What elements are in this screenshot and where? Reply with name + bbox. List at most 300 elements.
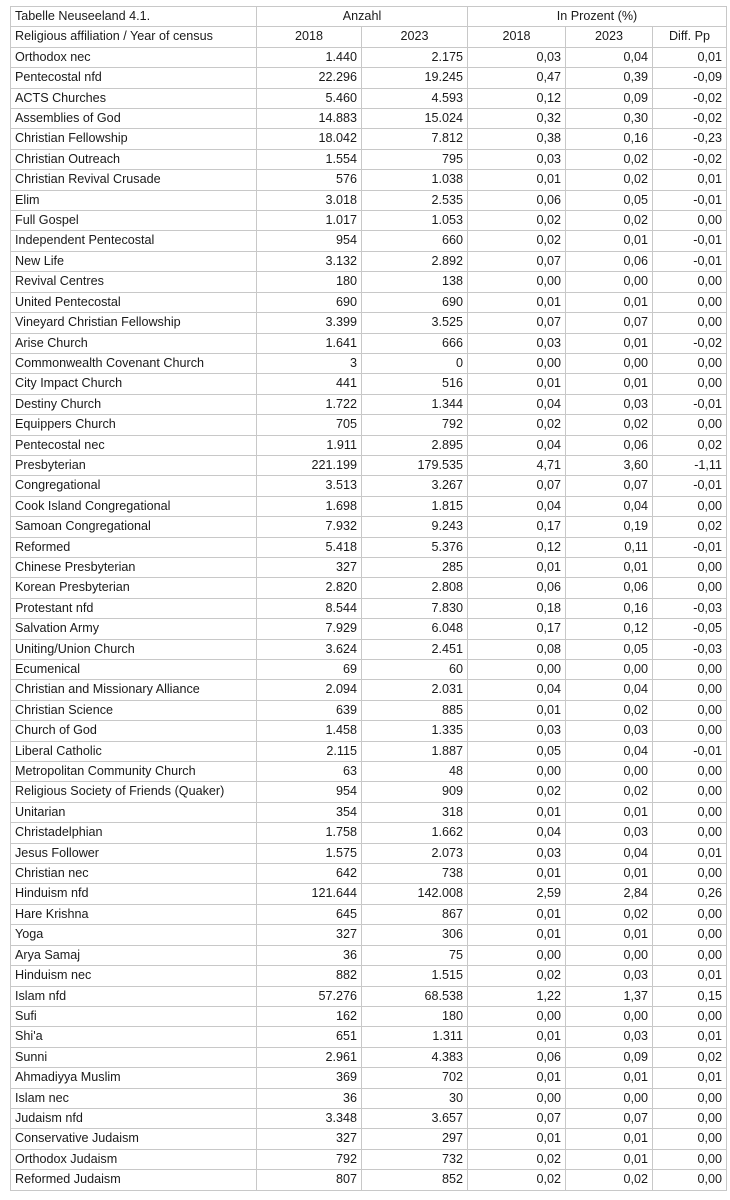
- count-2018-cell: 651: [257, 1027, 362, 1047]
- percent-2018-cell: 0,17: [468, 517, 566, 537]
- percent-2023-cell: 0,04: [566, 843, 653, 863]
- percent-2023-cell: 0,16: [566, 129, 653, 149]
- data-table-container: [10, 6, 727, 1191]
- percent-2023-cell: 0,04: [566, 680, 653, 700]
- percent-2018-cell: 0,07: [468, 251, 566, 271]
- count-2018-cell: 121.644: [257, 884, 362, 904]
- count-2018-cell: 5.460: [257, 88, 362, 108]
- percent-2018-cell: 0,02: [468, 231, 566, 251]
- diff-cell: 0,01: [653, 47, 727, 67]
- count-2023-cell: 702: [362, 1068, 468, 1088]
- count-2018-cell: 221.199: [257, 455, 362, 475]
- diff-cell: -0,02: [653, 109, 727, 129]
- count-2023-cell: 75: [362, 945, 468, 965]
- table-row: [11, 557, 727, 577]
- col-header-count-2023: 2023: [362, 27, 468, 47]
- count-2018-cell: 1.722: [257, 394, 362, 414]
- count-2023-cell: 1.038: [362, 170, 468, 190]
- diff-cell: 0,00: [653, 1129, 727, 1149]
- count-2023-cell: 285: [362, 557, 468, 577]
- count-2023-cell: 138: [362, 272, 468, 292]
- count-2018-cell: 2.094: [257, 680, 362, 700]
- diff-cell: 0,00: [653, 660, 727, 680]
- count-2018-cell: 3.624: [257, 639, 362, 659]
- percent-2023-cell: 0,01: [566, 1129, 653, 1149]
- diff-cell: 0,00: [653, 1170, 727, 1190]
- affiliation-cell: Ecumenical: [11, 660, 257, 680]
- affiliation-cell: Metropolitan Community Church: [11, 762, 257, 782]
- percent-2018-cell: 0,01: [468, 864, 566, 884]
- percent-2018-cell: 0,01: [468, 925, 566, 945]
- count-2018-cell: 690: [257, 292, 362, 312]
- percent-2023-cell: 0,03: [566, 721, 653, 741]
- table-row: [11, 700, 727, 720]
- percent-2023-cell: 0,00: [566, 272, 653, 292]
- count-2023-cell: 516: [362, 374, 468, 394]
- affiliation-cell: Korean Presbyterian: [11, 578, 257, 598]
- affiliation-cell: Liberal Catholic: [11, 741, 257, 761]
- diff-cell: 0,00: [653, 353, 727, 373]
- percent-2018-cell: 0,01: [468, 700, 566, 720]
- affiliation-cell: Christian Science: [11, 700, 257, 720]
- count-2023-cell: 1.815: [362, 496, 468, 516]
- count-2023-cell: 738: [362, 864, 468, 884]
- affiliation-cell: Sunni: [11, 1047, 257, 1067]
- count-2023-cell: 792: [362, 415, 468, 435]
- diff-cell: 0,00: [653, 823, 727, 843]
- affiliation-cell: City Impact Church: [11, 374, 257, 394]
- affiliation-cell: Ahmadiyya Muslim: [11, 1068, 257, 1088]
- percent-2023-cell: 0,03: [566, 1027, 653, 1047]
- percent-2023-cell: 0,03: [566, 394, 653, 414]
- diff-cell: 0,01: [653, 843, 727, 863]
- count-2023-cell: 1.053: [362, 211, 468, 231]
- count-2018-cell: 1.554: [257, 149, 362, 169]
- diff-cell: 0,00: [653, 496, 727, 516]
- diff-cell: 0,00: [653, 374, 727, 394]
- diff-cell: 0,02: [653, 435, 727, 455]
- percent-2018-cell: 0,00: [468, 353, 566, 373]
- affiliation-cell: Shi'a: [11, 1027, 257, 1047]
- count-2018-cell: 792: [257, 1149, 362, 1169]
- diff-cell: -0,23: [653, 129, 727, 149]
- percent-2018-cell: 0,03: [468, 47, 566, 67]
- table-row: [11, 680, 727, 700]
- table-row: [11, 170, 727, 190]
- diff-cell: -1,11: [653, 455, 727, 475]
- affiliation-cell: Arya Samaj: [11, 945, 257, 965]
- percent-2018-cell: 0,00: [468, 762, 566, 782]
- affiliation-cell: Hinduism nec: [11, 966, 257, 986]
- affiliation-cell: Islam nec: [11, 1088, 257, 1108]
- percent-2018-cell: 0,00: [468, 1088, 566, 1108]
- count-2023-cell: 732: [362, 1149, 468, 1169]
- group-header-percent: In Prozent (%): [468, 7, 727, 27]
- affiliation-cell: Congregational: [11, 476, 257, 496]
- count-2023-cell: 306: [362, 925, 468, 945]
- percent-2023-cell: 0,01: [566, 802, 653, 822]
- percent-2023-cell: 0,00: [566, 660, 653, 680]
- percent-2023-cell: 0,07: [566, 476, 653, 496]
- percent-2023-cell: 0,07: [566, 313, 653, 333]
- count-2018-cell: 705: [257, 415, 362, 435]
- count-2023-cell: 2.451: [362, 639, 468, 659]
- affiliation-cell: Commonwealth Covenant Church: [11, 353, 257, 373]
- count-2018-cell: 18.042: [257, 129, 362, 149]
- count-2018-cell: 576: [257, 170, 362, 190]
- count-2018-cell: 3.399: [257, 313, 362, 333]
- table-row: [11, 394, 727, 414]
- table-row: [11, 190, 727, 210]
- table-row: [11, 1068, 727, 1088]
- affiliation-cell: Destiny Church: [11, 394, 257, 414]
- table-row: [11, 986, 727, 1006]
- percent-2023-cell: 0,30: [566, 109, 653, 129]
- count-2018-cell: 2.820: [257, 578, 362, 598]
- percent-2018-cell: 0,01: [468, 170, 566, 190]
- percent-2018-cell: 0,04: [468, 496, 566, 516]
- percent-2023-cell: 0,02: [566, 170, 653, 190]
- count-2023-cell: 1.311: [362, 1027, 468, 1047]
- percent-2018-cell: 0,00: [468, 945, 566, 965]
- diff-cell: 0,00: [653, 782, 727, 802]
- diff-cell: 0,00: [653, 945, 727, 965]
- count-2018-cell: 2.115: [257, 741, 362, 761]
- count-2023-cell: 660: [362, 231, 468, 251]
- count-2023-cell: 60: [362, 660, 468, 680]
- table-row: [11, 211, 727, 231]
- count-2023-cell: 4.593: [362, 88, 468, 108]
- count-2023-cell: 690: [362, 292, 468, 312]
- table-row: [11, 374, 727, 394]
- percent-2023-cell: 0,04: [566, 47, 653, 67]
- diff-cell: 0,00: [653, 1149, 727, 1169]
- diff-cell: 0,15: [653, 986, 727, 1006]
- count-2023-cell: 180: [362, 1006, 468, 1026]
- percent-2018-cell: 0,03: [468, 333, 566, 353]
- percent-2023-cell: 0,06: [566, 578, 653, 598]
- col-header-percent-2023: 2023: [566, 27, 653, 47]
- affiliation-cell: Protestant nfd: [11, 598, 257, 618]
- count-2018-cell: 1.017: [257, 211, 362, 231]
- table-row: [11, 1129, 727, 1149]
- percent-2018-cell: 0,12: [468, 88, 566, 108]
- diff-cell: 0,00: [653, 211, 727, 231]
- count-2018-cell: 180: [257, 272, 362, 292]
- percent-2018-cell: 0,03: [468, 721, 566, 741]
- diff-cell: -0,01: [653, 394, 727, 414]
- affiliation-cell: Vineyard Christian Fellowship: [11, 313, 257, 333]
- count-2018-cell: 3.132: [257, 251, 362, 271]
- affiliation-cell: Reformed Judaism: [11, 1170, 257, 1190]
- count-2018-cell: 36: [257, 945, 362, 965]
- percent-2023-cell: 0,01: [566, 231, 653, 251]
- percent-2023-cell: 0,01: [566, 864, 653, 884]
- count-2018-cell: 1.758: [257, 823, 362, 843]
- count-2023-cell: 2.175: [362, 47, 468, 67]
- diff-cell: 0,02: [653, 517, 727, 537]
- diff-cell: 0,00: [653, 802, 727, 822]
- percent-2023-cell: 0,00: [566, 1088, 653, 1108]
- table-row: [11, 1027, 727, 1047]
- table-row: [11, 619, 727, 639]
- percent-2023-cell: 1,37: [566, 986, 653, 1006]
- affiliation-cell: Presbyterian: [11, 455, 257, 475]
- percent-2018-cell: 0,06: [468, 190, 566, 210]
- count-2018-cell: 807: [257, 1170, 362, 1190]
- affiliation-cell: Yoga: [11, 925, 257, 945]
- diff-cell: -0,02: [653, 149, 727, 169]
- percent-2018-cell: 0,07: [468, 1108, 566, 1128]
- count-2018-cell: 369: [257, 1068, 362, 1088]
- affiliation-cell: Hinduism nfd: [11, 884, 257, 904]
- table-row: [11, 435, 727, 455]
- diff-cell: 0,00: [653, 700, 727, 720]
- count-2023-cell: 4.383: [362, 1047, 468, 1067]
- percent-2023-cell: 0,12: [566, 619, 653, 639]
- col-header-diff: Diff. Pp: [653, 27, 727, 47]
- affiliation-cell: Salvation Army: [11, 619, 257, 639]
- affiliation-cell: Conservative Judaism: [11, 1129, 257, 1149]
- diff-cell: -0,03: [653, 598, 727, 618]
- count-2023-cell: 3.657: [362, 1108, 468, 1128]
- table-row: [11, 660, 727, 680]
- count-2023-cell: 6.048: [362, 619, 468, 639]
- diff-cell: 0,00: [653, 557, 727, 577]
- affiliation-cell: Pentecostal nfd: [11, 68, 257, 88]
- table-row: [11, 231, 727, 251]
- count-2023-cell: 1.662: [362, 823, 468, 843]
- table-row: [11, 88, 727, 108]
- religion-table: [10, 6, 727, 1191]
- diff-cell: -0,01: [653, 190, 727, 210]
- percent-2018-cell: 0,01: [468, 904, 566, 924]
- diff-cell: 0,02: [653, 1047, 727, 1067]
- table-row: [11, 1170, 727, 1190]
- count-2023-cell: 2.073: [362, 843, 468, 863]
- table-row: [11, 47, 727, 67]
- diff-cell: 0,00: [653, 1006, 727, 1026]
- percent-2023-cell: 0,00: [566, 762, 653, 782]
- count-2023-cell: 30: [362, 1088, 468, 1108]
- percent-2018-cell: 0,07: [468, 313, 566, 333]
- affiliation-cell: Christadelphian: [11, 823, 257, 843]
- count-2023-cell: 5.376: [362, 537, 468, 557]
- affiliation-cell: Christian Revival Crusade: [11, 170, 257, 190]
- percent-2023-cell: 0,11: [566, 537, 653, 557]
- percent-2023-cell: 2,84: [566, 884, 653, 904]
- count-2018-cell: 2.961: [257, 1047, 362, 1067]
- count-2018-cell: 882: [257, 966, 362, 986]
- percent-2018-cell: 0,01: [468, 557, 566, 577]
- count-2018-cell: 1.440: [257, 47, 362, 67]
- table-row: [11, 741, 727, 761]
- percent-2018-cell: 0,02: [468, 1170, 566, 1190]
- percent-2018-cell: 0,06: [468, 578, 566, 598]
- count-2023-cell: 795: [362, 149, 468, 169]
- diff-cell: 0,00: [653, 925, 727, 945]
- count-2018-cell: 1.698: [257, 496, 362, 516]
- group-header-count: Anzahl: [257, 7, 468, 27]
- percent-2018-cell: 0,01: [468, 802, 566, 822]
- percent-2023-cell: 0,02: [566, 700, 653, 720]
- affiliation-cell: Orthodox nec: [11, 47, 257, 67]
- percent-2023-cell: 0,16: [566, 598, 653, 618]
- diff-cell: -0,01: [653, 476, 727, 496]
- table-row: [11, 455, 727, 475]
- diff-cell: -0,01: [653, 231, 727, 251]
- count-2023-cell: 179.535: [362, 455, 468, 475]
- diff-cell: -0,02: [653, 333, 727, 353]
- affiliation-cell: Arise Church: [11, 333, 257, 353]
- table-row: [11, 802, 727, 822]
- percent-2023-cell: 0,06: [566, 435, 653, 455]
- count-2023-cell: 2.892: [362, 251, 468, 271]
- diff-cell: 0,01: [653, 170, 727, 190]
- count-2018-cell: 1.575: [257, 843, 362, 863]
- diff-cell: 0,00: [653, 1088, 727, 1108]
- percent-2018-cell: 0,00: [468, 1006, 566, 1026]
- table-row: [11, 639, 727, 659]
- affiliation-cell: Unitarian: [11, 802, 257, 822]
- table-row: [11, 762, 727, 782]
- table-row: [11, 945, 727, 965]
- percent-2018-cell: 0,04: [468, 680, 566, 700]
- count-2018-cell: 7.932: [257, 517, 362, 537]
- count-2023-cell: 2.895: [362, 435, 468, 455]
- count-2023-cell: 1.344: [362, 394, 468, 414]
- table-row: [11, 496, 727, 516]
- table-row: [11, 333, 727, 353]
- affiliation-cell: Equippers Church: [11, 415, 257, 435]
- percent-2023-cell: 0,09: [566, 88, 653, 108]
- affiliation-cell: Islam nfd: [11, 986, 257, 1006]
- table-row: [11, 251, 727, 271]
- diff-cell: 0,00: [653, 864, 727, 884]
- percent-2018-cell: 0,03: [468, 843, 566, 863]
- count-2023-cell: 3.267: [362, 476, 468, 496]
- affiliation-cell: Uniting/Union Church: [11, 639, 257, 659]
- count-2018-cell: 954: [257, 782, 362, 802]
- percent-2023-cell: 0,01: [566, 1068, 653, 1088]
- percent-2023-cell: 0,02: [566, 904, 653, 924]
- table-title: Tabelle Neuseeland 4.1.: [11, 7, 257, 27]
- table-row: [11, 1006, 727, 1026]
- count-2023-cell: 142.008: [362, 884, 468, 904]
- count-2023-cell: 9.243: [362, 517, 468, 537]
- diff-cell: -0,05: [653, 619, 727, 639]
- diff-cell: 0,00: [653, 272, 727, 292]
- percent-2023-cell: 0,03: [566, 966, 653, 986]
- diff-cell: 0,00: [653, 680, 727, 700]
- affiliation-cell: Independent Pentecostal: [11, 231, 257, 251]
- percent-2018-cell: 0,12: [468, 537, 566, 557]
- diff-cell: 0,01: [653, 1068, 727, 1088]
- count-2018-cell: 7.929: [257, 619, 362, 639]
- percent-2023-cell: 0,00: [566, 945, 653, 965]
- count-2023-cell: 19.245: [362, 68, 468, 88]
- table-row: [11, 598, 727, 618]
- count-2018-cell: 3: [257, 353, 362, 373]
- percent-2018-cell: 0,08: [468, 639, 566, 659]
- percent-2023-cell: 0,01: [566, 374, 653, 394]
- table-row: [11, 966, 727, 986]
- percent-2023-cell: 0,01: [566, 292, 653, 312]
- percent-2018-cell: 0,17: [468, 619, 566, 639]
- percent-2018-cell: 0,01: [468, 374, 566, 394]
- affiliation-cell: Christian and Missionary Alliance: [11, 680, 257, 700]
- percent-2023-cell: 0,07: [566, 1108, 653, 1128]
- table-row: [11, 292, 727, 312]
- table-row: [11, 782, 727, 802]
- diff-cell: -0,01: [653, 251, 727, 271]
- table-row: [11, 353, 727, 373]
- diff-cell: 0,00: [653, 904, 727, 924]
- table-row: [11, 149, 727, 169]
- header-row-title: [11, 7, 727, 27]
- col-header-percent-2018: 2018: [468, 27, 566, 47]
- diff-cell: 0,00: [653, 721, 727, 741]
- count-2018-cell: 327: [257, 1129, 362, 1149]
- table-row: [11, 313, 727, 333]
- percent-2023-cell: 0,09: [566, 1047, 653, 1067]
- percent-2023-cell: 0,02: [566, 149, 653, 169]
- count-2018-cell: 642: [257, 864, 362, 884]
- count-2023-cell: 48: [362, 762, 468, 782]
- count-2023-cell: 2.808: [362, 578, 468, 598]
- table-row: [11, 843, 727, 863]
- diff-cell: -0,01: [653, 741, 727, 761]
- percent-2018-cell: 0,01: [468, 292, 566, 312]
- percent-2018-cell: 2,59: [468, 884, 566, 904]
- count-2023-cell: 1.887: [362, 741, 468, 761]
- diff-cell: 0,00: [653, 313, 727, 333]
- diff-cell: 0,01: [653, 1027, 727, 1047]
- count-2018-cell: 5.418: [257, 537, 362, 557]
- percent-2023-cell: 0,02: [566, 782, 653, 802]
- affiliation-cell: Orthodox Judaism: [11, 1149, 257, 1169]
- percent-2023-cell: 0,04: [566, 741, 653, 761]
- table-row: [11, 537, 727, 557]
- percent-2018-cell: 0,32: [468, 109, 566, 129]
- count-2023-cell: 1.335: [362, 721, 468, 741]
- affiliation-cell: Hare Krishna: [11, 904, 257, 924]
- percent-2018-cell: 0,02: [468, 966, 566, 986]
- percent-2023-cell: 0,01: [566, 333, 653, 353]
- affiliation-cell: Church of God: [11, 721, 257, 741]
- count-2018-cell: 162: [257, 1006, 362, 1026]
- count-2023-cell: 1.515: [362, 966, 468, 986]
- count-2018-cell: 8.544: [257, 598, 362, 618]
- row-label-header: Religious affiliation / Year of census: [11, 27, 257, 47]
- affiliation-cell: Jesus Follower: [11, 843, 257, 863]
- affiliation-cell: Assemblies of God: [11, 109, 257, 129]
- count-2018-cell: 3.018: [257, 190, 362, 210]
- table-row: [11, 415, 727, 435]
- affiliation-cell: Elim: [11, 190, 257, 210]
- affiliation-cell: Christian Outreach: [11, 149, 257, 169]
- diff-cell: 0,00: [653, 1108, 727, 1128]
- affiliation-cell: Reformed: [11, 537, 257, 557]
- affiliation-cell: New Life: [11, 251, 257, 271]
- count-2018-cell: 327: [257, 925, 362, 945]
- percent-2018-cell: 0,03: [468, 149, 566, 169]
- count-2018-cell: 14.883: [257, 109, 362, 129]
- percent-2018-cell: 0,01: [468, 1129, 566, 1149]
- count-2018-cell: 3.348: [257, 1108, 362, 1128]
- count-2023-cell: 297: [362, 1129, 468, 1149]
- count-2023-cell: 666: [362, 333, 468, 353]
